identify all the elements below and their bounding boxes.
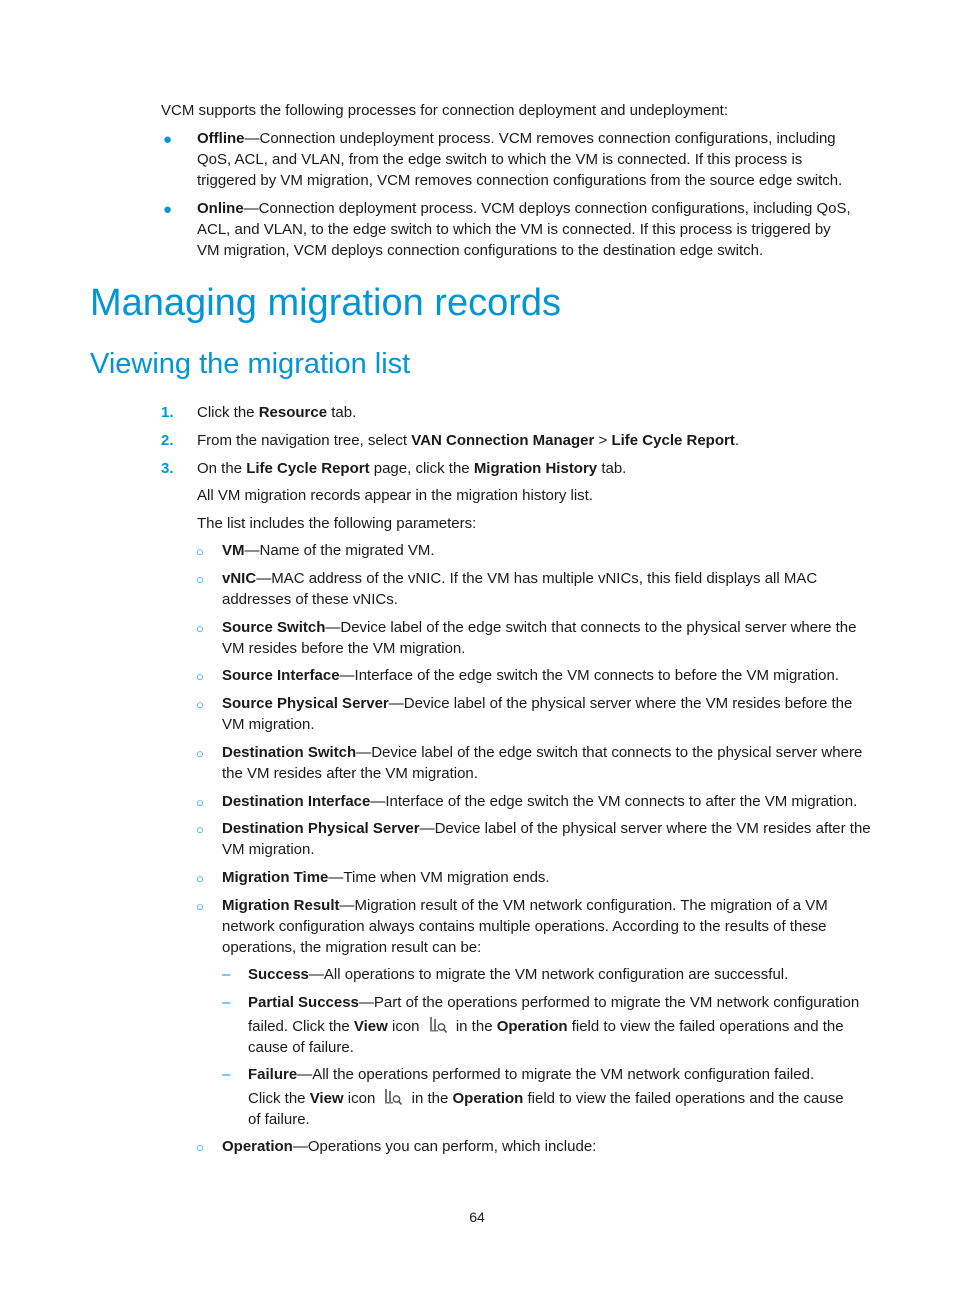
param-desc: operations, the migration result can be:: [222, 939, 482, 956]
param-term: Operation: [222, 1138, 293, 1155]
bullet-term: Offline: [197, 130, 245, 147]
param-term: Source Switch: [222, 619, 326, 636]
result-term: Partial Success: [248, 994, 359, 1011]
param-term: Source Interface: [222, 667, 340, 684]
step-text: tab.: [327, 404, 357, 421]
result-desc: icon: [387, 1018, 420, 1035]
param-destination-interface: [222, 791, 857, 812]
circle-marker: ○: [196, 795, 204, 810]
dash-marker: –: [222, 1066, 231, 1083]
param-desc: VM resides before the VM migration.: [222, 640, 466, 657]
param-term: VM: [222, 542, 245, 559]
subsection-heading: Viewing the migration list: [90, 348, 411, 380]
section-heading: Managing migration records: [90, 282, 562, 324]
bullet-marker: ●: [163, 201, 173, 218]
result-desc: in the: [407, 1090, 453, 1107]
step-bold: Migration History: [473, 460, 598, 477]
param-desc: addresses of these vNICs.: [222, 591, 398, 608]
result-desc: —All operations to migrate the VM network configuration are successful.: [308, 966, 789, 983]
result-term: Failure: [248, 1066, 298, 1083]
dash-marker: –: [222, 994, 231, 1011]
circle-marker: ○: [196, 899, 204, 914]
result-desc: cause of failure.: [248, 1039, 354, 1056]
param-term: Destination Switch: [222, 744, 357, 761]
result-desc: Click the: [248, 1090, 310, 1107]
step-text: >: [594, 432, 612, 449]
result-desc: —Part of the operations performed to migrate the VM network configuration: [358, 994, 860, 1011]
step-number: 1.: [161, 404, 174, 421]
param-desc: —Device label of the edge switch that connects to the physical server where the: [325, 619, 857, 636]
circle-marker: ○: [196, 746, 204, 761]
param-desc: —Interface of the edge switch the VM connects to before the VM migration.: [339, 667, 839, 684]
step-text: On the: [197, 460, 247, 477]
param-desc: —MAC address of the vNIC. If the VM has multiple vNICs, this field displays all MAC: [256, 570, 818, 587]
param-desc: VM migration.: [222, 716, 315, 733]
param-desc: —Interface of the edge switch the VM connects to after the VM migration.: [370, 793, 858, 810]
view-icon[interactable]: [428, 1016, 448, 1034]
step-text: Click the: [197, 404, 259, 421]
param-desc: —Operations you can perform, which include:: [292, 1138, 597, 1155]
step-1: [197, 402, 356, 423]
param-term: Migration Result: [222, 897, 340, 914]
page-number: 64: [469, 1209, 485, 1225]
operation-label: Operation: [452, 1090, 524, 1107]
circle-marker: ○: [196, 1140, 204, 1155]
param-desc: —Name of the migrated VM.: [244, 542, 435, 559]
param-source-physical-server: [222, 693, 872, 735]
param-desc: —Device label of the physical server where the VM resides after the: [419, 820, 871, 837]
step-bold: Life Cycle Report: [611, 432, 735, 449]
param-operation: [222, 1136, 596, 1157]
param-migration-time: [222, 867, 550, 888]
bullet-desc: triggered by VM migration, VCM removes connection configurations from the source edge switch.: [197, 172, 843, 189]
step-note: All VM migration records appear in the migration history list.: [197, 487, 593, 504]
step-number: 2.: [161, 432, 174, 449]
param-term: Destination Physical Server: [222, 820, 420, 837]
step-bold: Life Cycle Report: [246, 460, 370, 477]
circle-marker: ○: [196, 669, 204, 684]
step-text: From the navigation tree, select: [197, 432, 412, 449]
param-desc: —Device label of the edge switch that connects to the physical server where: [356, 744, 863, 761]
bullet-desc: —Connection deployment process. VCM deploys connection configurations, including QoS,: [243, 200, 851, 217]
result-desc: icon: [343, 1090, 376, 1107]
param-destination-switch: [222, 742, 882, 784]
param-term: Migration Time: [222, 869, 329, 886]
step-text: .: [734, 432, 740, 449]
param-term: Source Physical Server: [222, 695, 389, 712]
step-2: [197, 430, 739, 451]
circle-marker: ○: [196, 621, 204, 636]
bullet-desc: ACL, and VLAN, to the edge switch to which the VM is connected. If this process is triggered by: [197, 221, 831, 238]
bullet-desc: QoS, ACL, and VLAN, from the edge switch to which the VM is connected. If this process is: [197, 151, 803, 168]
bullet-online: [197, 198, 887, 261]
step-number: 3.: [161, 460, 174, 477]
circle-marker: ○: [196, 822, 204, 837]
param-migration-result: [222, 895, 872, 958]
result-success: [248, 964, 788, 985]
view-icon[interactable]: [383, 1088, 403, 1106]
step-bold: Resource: [258, 404, 328, 421]
view-label: View: [309, 1090, 344, 1107]
intro-text: VCM supports the following processes for connection deployment and undeployment:: [161, 102, 728, 119]
result-desc: field to view the failed operations and the cause: [523, 1090, 844, 1107]
result-desc: failed. Click the: [248, 1018, 354, 1035]
param-term: Destination Interface: [222, 793, 371, 810]
bullet-offline: [197, 128, 877, 191]
circle-marker: ○: [196, 871, 204, 886]
step-bold: VAN Connection Manager: [411, 432, 595, 449]
param-term: vNIC: [222, 570, 257, 587]
param-source-switch: [222, 617, 882, 659]
param-vm: [222, 540, 435, 561]
param-destination-physical-server: [222, 818, 872, 860]
step-3: [197, 458, 626, 479]
circle-marker: ○: [196, 572, 204, 587]
bullet-desc: —Connection undeployment process. VCM removes connection configurations, including: [244, 130, 836, 147]
param-desc: —Device label of the physical server where the VM resides before the: [388, 695, 853, 712]
param-desc: the VM resides after the VM migration.: [222, 765, 478, 782]
step-note: The list includes the following parameters:: [197, 515, 477, 532]
bullet-desc: VM migration, VCM deploys connection configurations to the destination edge switch.: [197, 242, 764, 259]
result-desc: in the: [451, 1018, 497, 1035]
result-desc: field to view the failed operations and the: [567, 1018, 844, 1035]
param-desc: network configuration always contains multiple operations. According to the results of these: [222, 918, 827, 935]
circle-marker: ○: [196, 697, 204, 712]
result-failure: [248, 1064, 878, 1130]
param-vnic: [222, 568, 872, 610]
result-desc: of failure.: [248, 1111, 310, 1128]
step-text: page, click the: [369, 460, 474, 477]
view-label: View: [353, 1018, 388, 1035]
param-source-interface: [222, 665, 839, 686]
circle-marker: ○: [196, 544, 204, 559]
bullet-term: Online: [197, 200, 244, 217]
result-term: Success: [248, 966, 309, 983]
operation-label: Operation: [496, 1018, 568, 1035]
result-partial-success: [248, 992, 878, 1058]
param-desc: —Migration result of the VM network configuration. The migration of a VM: [339, 897, 828, 914]
result-desc: —All the operations performed to migrate the VM network configuration failed.: [297, 1066, 815, 1083]
dash-marker: –: [222, 966, 231, 983]
bullet-marker: ●: [163, 131, 173, 148]
param-desc: VM migration.: [222, 841, 315, 858]
step-text: tab.: [597, 460, 627, 477]
param-desc: —Time when VM migration ends.: [328, 869, 550, 886]
